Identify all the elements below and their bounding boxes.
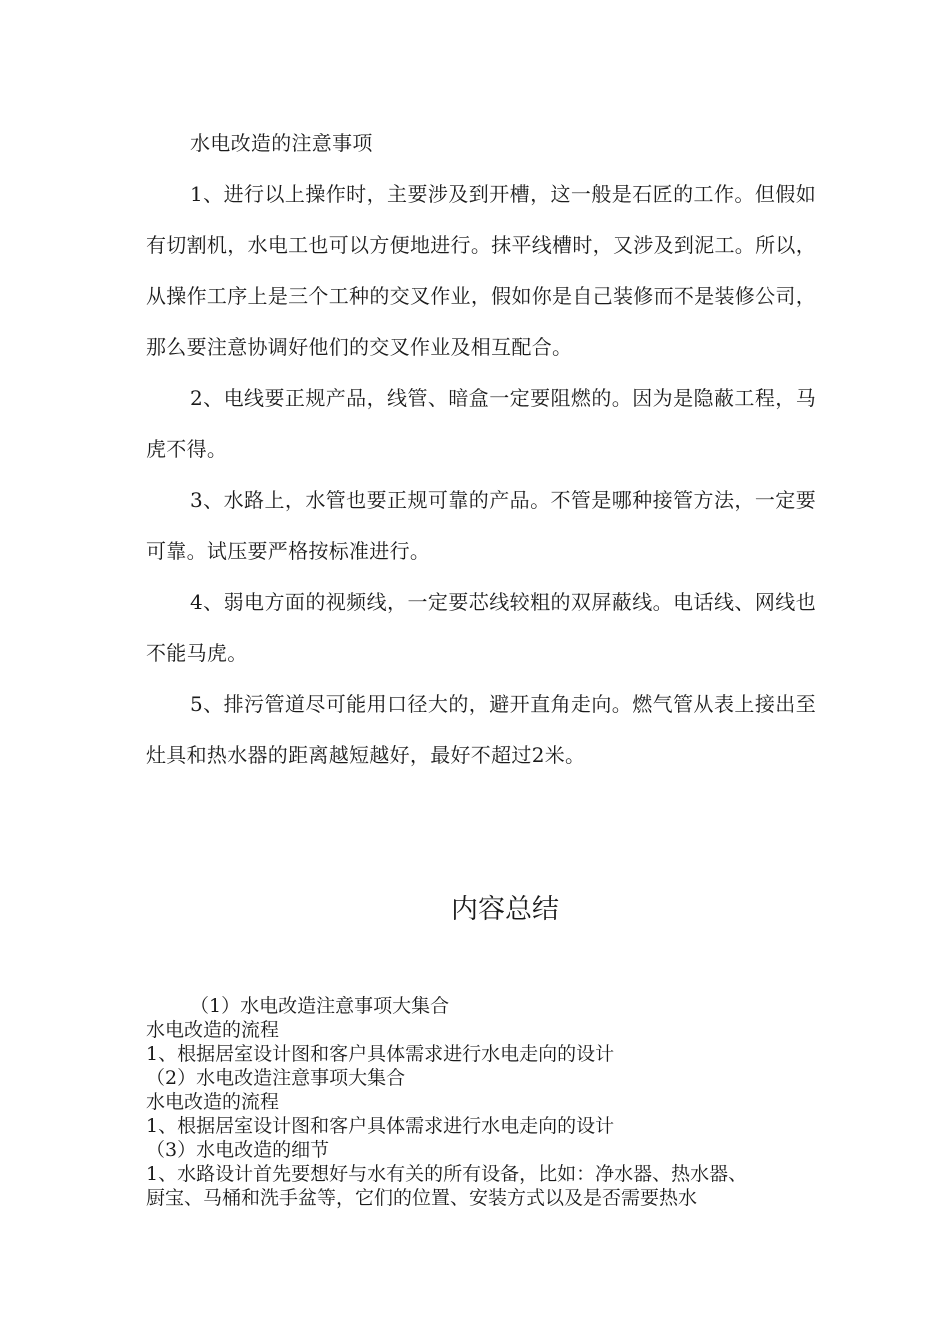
- summary-line: （3）水电改造的细节: [146, 1139, 330, 1161]
- summary-list: [146, 994, 826, 1210]
- summary-line: （1）水电改造注意事项大集合: [190, 995, 450, 1017]
- article-paragraph-2: 2、电线要正规产品，线管、暗盒一定要阻燃的。因为是隐蔽工程，马虎不得。: [146, 386, 816, 461]
- summary-line: 1、根据居室设计图和客户具体需求进行水电走向的设计: [146, 1043, 615, 1065]
- summary-line: 1、根据居室设计图和客户具体需求进行水电走向的设计: [146, 1115, 615, 1137]
- article-paragraph-4: 4、弱电方面的视频线，一定要芯线较粗的双屏蔽线。电话线、网线也不能马虎。: [146, 590, 816, 665]
- summary-title: 内容总结: [451, 894, 559, 925]
- article-paragraph-5: 5、排污管道尽可能用口径大的，避开直角走向。燃气管从表上接出至灶具和热水器的距离越短越好，最好不超过2米。: [146, 692, 816, 767]
- summary-line: 1、水路设计首先要想好与水有关的所有设备，比如：净水器、热水器、: [146, 1163, 748, 1185]
- summary-line: （2）水电改造注意事项大集合: [146, 1067, 406, 1089]
- article-heading: 水电改造的注意事项: [190, 131, 373, 155]
- article-paragraph-1: 1、进行以上操作时，主要涉及到开槽，这一般是石匠的工作。但假如有切割机，水电工也可以方便地进行。抹平线槽时，又涉及到泥工。所以，从操作工序上是三个工种的交叉作业，假如你是自己装修而不是装修公司，那么要注意协调好他们的交叉作业及相互配合。: [146, 182, 816, 359]
- article-paragraph-3: 3、水路上，水管也要正规可靠的产品。不管是哪种接管方法，一定要可靠。试压要严格按标准进行。: [146, 488, 816, 563]
- article-body: [146, 118, 816, 781]
- summary-line: 水电改造的流程: [146, 1091, 280, 1113]
- summary-line: 水电改造的流程: [146, 1019, 280, 1041]
- summary-line: 厨宝、马桶和洗手盆等，它们的位置、安装方式以及是否需要热水: [146, 1187, 698, 1209]
